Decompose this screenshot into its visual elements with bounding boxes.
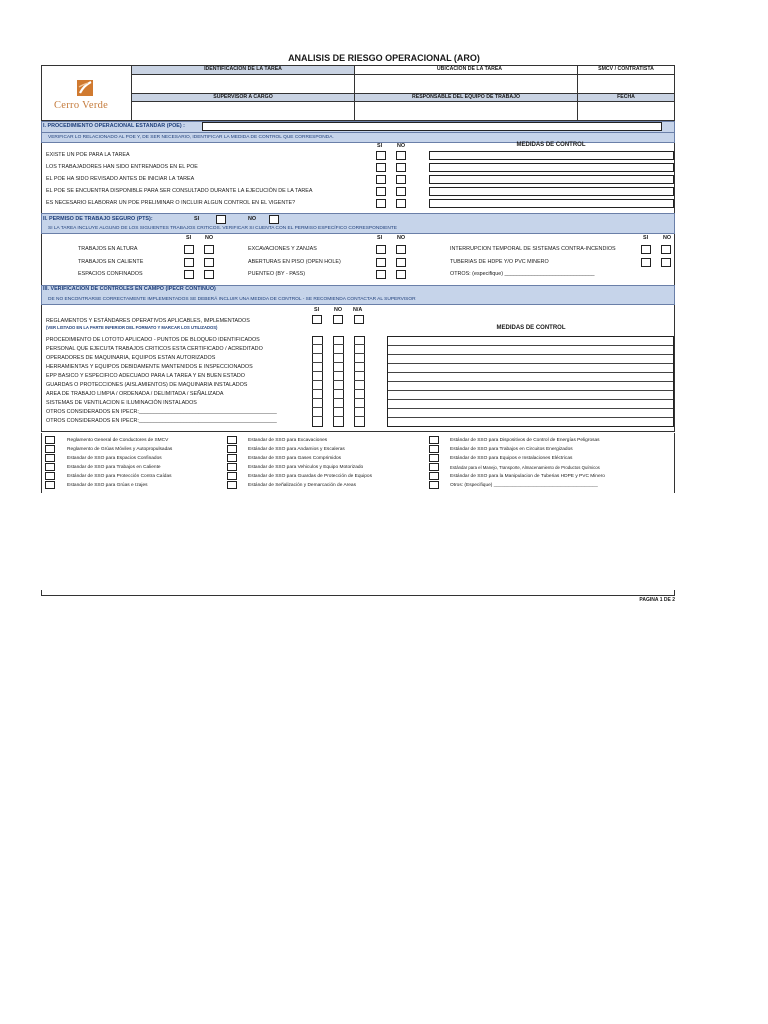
s2-si-checkbox[interactable] [184,258,194,267]
s1-medida-input[interactable] [429,151,674,160]
section2-subtitle: SI LA TAREA INCLUYE ALGUNO DE LOS SIGUIENTES TRABAJOS CRITICOS. VERIFICAR SI CUENTA CON EL PERMISO ESPECÍFICO CORRESPONDIENTE [48,226,397,231]
s2-item: ABERTURAS EN PISO (OPEN HOLE) [248,259,341,265]
s2-pts-no-checkbox[interactable] [269,215,279,224]
s1-medida-input[interactable] [429,187,674,196]
section1-subtitle: VERIFICAR LO RELACIONADO AL POE Y, DE SER NECESARIO, IDENTIFICAR LA MEDIDA DE CONTROL QUE CORRESPONDA. [48,135,334,140]
s1-no-checkbox[interactable] [396,199,406,208]
s1-si-checkbox[interactable] [376,187,386,196]
std-item: Estandar de SSO para Espacios Confinados [67,456,162,461]
s1-item: EXISTE UN POE PARA LA TAREA [46,152,130,158]
std-item: Estándar de SSO para Dispositivos de Control de Energías Peligrosas [450,438,600,443]
s2-item: TRABAJOS EN ALTURA [78,246,138,252]
s2-col1-si-label: SI [186,235,192,241]
s2-si-checkbox[interactable] [376,270,386,279]
std-checkbox[interactable] [45,454,55,462]
s2-si-checkbox[interactable] [641,245,651,254]
std-item: Estándar de SSO para Equipos e Instalaciones Eléctricas [450,456,573,461]
s3-na-column[interactable] [354,336,365,427]
s1-item: LOS TRABAJADORES HAN SIDO ENTRENADOS EN EL POE [46,164,198,170]
page-title: ANALISIS DE RIESGO OPERACIONAL (ARO) [288,53,480,63]
s3-item: GUARDAS O PROTECCIONES (AISLAMIENTOS) DE MAQUINARIA INSTALADOS [46,382,248,388]
std-checkbox[interactable] [227,481,237,489]
std-item: Estandar de SSO para Guardas de Protección de Equipos [248,474,372,479]
s3-medidas-area[interactable] [387,336,674,427]
std-item: Estándar de SSO para Andamios y Escaleras [248,447,345,452]
s2-si-checkbox[interactable] [376,258,386,267]
s3-si-label: SI [314,307,320,313]
s1-no-checkbox[interactable] [396,175,406,184]
footer-rule [41,590,675,596]
s3-item: PERSONAL QUE EJECUTA TRABAJOS CRITICOS ESTA CERTIFICADO / ACREDITADO [46,346,263,352]
ubicacion-header: UBICACION DE LA TAREA [436,66,503,72]
std-item: Estándar de SSO para Protección Contra Caídas [67,474,172,479]
identificacion-header: IDENTIFICACION DE LA TAREA [132,66,354,74]
s3-item: OTROS CONSIDERADOS EN IPECR:______________________________________________ [46,409,277,415]
supervisor-header: SUPERVISOR A CARGO [132,94,354,101]
std-item: Estándar de SSO para Trabajos en Circuitos Energizados [450,447,573,452]
s2-no-checkbox[interactable] [661,245,671,254]
s2-si-checkbox[interactable] [641,258,651,267]
std-item: Estándar de SSO para la Manipulacion de Tuberias HDPE y PVC Minero [450,474,605,479]
fecha-field[interactable] [578,102,674,120]
s1-si-checkbox[interactable] [376,163,386,172]
s1-medida-input[interactable] [429,199,674,208]
s2-si-checkbox[interactable] [376,245,386,254]
s2-item: ESPACIOS CONFINADOS [78,271,143,277]
section2-title: II. PERMISO DE TRABAJO SEGURO (PTS): [43,216,153,222]
cerro-verde-logo-icon [74,78,96,98]
s2-item: OTROS: (especifique) ______________________________ [450,271,595,277]
s2-col1-no-label: NO [205,235,214,241]
s3-no-label: NO [334,307,343,313]
s2-no-label: NO [248,216,257,222]
s3-na-label: N/A [353,307,363,313]
fecha-header: FECHA [578,94,674,101]
s1-no-label: NO [397,143,406,149]
std-checkbox[interactable] [45,436,55,444]
s1-si-checkbox[interactable] [376,151,386,160]
section3-subtitle: DE NO ENCONTRARSE CORRECTAMENTE IMPLEMENTADOS SE DEBERÁ INCLUIR UNA MEDIDA DE CONTROL - SE RECOMIENDA CONTACTAR AL SUPERVISOR [48,297,416,302]
s1-no-checkbox[interactable] [396,151,406,160]
s1-si-label: SI [377,143,383,149]
std-checkbox[interactable] [227,463,237,471]
std-item: Estandar de SSO para Vehiculos y Equipo Motorizado [248,465,364,470]
s2-col2-no-label: NO [397,235,406,241]
std-checkbox[interactable] [227,472,237,480]
responsable-field[interactable] [355,102,577,120]
s2-no-checkbox[interactable] [396,270,406,279]
s2-si-checkbox[interactable] [184,270,194,279]
supervisor-field[interactable] [132,102,354,120]
s2-no-checkbox[interactable] [661,258,671,267]
std-item: Estándar para el Manejo, Transporte, Almacenamiento de Productos Químicos [450,465,600,470]
s3-reglamentos-si-checkbox[interactable] [312,315,322,324]
smcv-header: SMCV / CONTRATISTA [598,66,654,72]
s1-si-checkbox[interactable] [376,175,386,184]
s3-item: PROCEDIMIENTO DE LOTOTO APLICADO - PUNTOS DE BLOQUEO IDENTIFICADOS [46,337,260,343]
s3-item: OPERADORES DE MAQUINARIA, EQUIPOS ESTAN AUTORIZADOS [46,355,216,361]
std-checkbox[interactable] [429,445,439,453]
header-table [41,65,675,121]
std-checkbox[interactable] [429,472,439,480]
std-checkbox[interactable] [429,454,439,462]
s3-reglamentos-na-checkbox[interactable] [354,315,364,324]
s2-no-checkbox[interactable] [204,245,214,254]
s3-no-column[interactable] [333,336,344,427]
section3-title: III. VERIFICACION DE CONTROLES EN CAMPO (IPECR CONTINUO) [43,286,216,292]
s2-si-checkbox[interactable] [184,245,194,254]
ubicacion-field[interactable] [355,75,577,93]
s3-item: OTROS CONSIDERADOS EN IPECR:______________________________________________ [46,418,277,424]
s2-item: TRABAJOS EN CALIENTE [78,259,144,265]
s3-item: EPP BASICO Y ESPECIFICO ADECUADO PARA LA TAREA Y EN BUEN ESTADO [46,373,245,379]
s2-item: EXCAVACIONES Y ZANJAS [248,246,317,252]
s3-item: SISTEMAS DE VENTILACION E ILUMINACIÓN INSTALADOS [46,400,197,406]
s2-no-checkbox[interactable] [396,258,406,267]
s2-no-checkbox[interactable] [204,258,214,267]
s3-reglamentos: REGLAMENTOS Y ESTÁNDARES OPERATIVOS APLICABLES, IMPLEMENTADOS [46,318,250,324]
s3-si-column[interactable] [312,336,323,427]
s1-item: EL POE HA SIDO REVISADO ANTES DE INICIAR LA TAREA [46,176,195,182]
s1-item: EL POE SE ENCUENTRA DISPONIBLE PARA SER CONSULTADO DURANTE LA EJECUCIÓN DE LA TAREA [46,188,313,194]
s2-col3-si-label: SI [643,235,649,241]
page-number: PAGINA 1 DE 2 [639,597,675,603]
s2-item: TUBERIAS DE HDPE Y/O PVC MINERO [450,259,549,265]
s1-medidas-label: MEDIDAS DE CONTROL [516,142,586,148]
brand-name: Cerro Verde [54,100,109,111]
s1-medida-input[interactable] [429,175,674,184]
s1-no-checkbox[interactable] [396,163,406,172]
std-checkbox[interactable] [45,463,55,471]
std-item: Reglamento de Grúas Móviles y Autopropulsadas [67,447,173,452]
std-checkbox[interactable] [227,454,237,462]
s2-no-checkbox[interactable] [204,270,214,279]
smcv-field[interactable] [578,75,674,93]
std-checkbox[interactable] [429,463,439,471]
std-item: Estandar de SSO para Excavaciones [248,438,328,443]
std-item: Estandar de SSO para Gases Comprimidos [248,456,342,461]
std-checkbox[interactable] [227,436,237,444]
std-checkbox[interactable] [429,436,439,444]
std-item: Estandar de SSO para Trabajos en Caliente [67,465,161,470]
std-checkbox[interactable] [45,481,55,489]
s1-item: ES NECESARIO ELABORAR UN POE PRELIMINAR O INCLUIR ALGUN CONTROL EN EL VIGENTE? [46,200,296,206]
s2-col2-si-label: SI [377,235,383,241]
std-checkbox[interactable] [45,472,55,480]
s2-si-label: SI [194,216,200,222]
section1-title: I. PROCEDIMIENTO OPERACIONAL ESTANDAR (POE) : [43,123,185,129]
std-item: Estándar de Señalización y Demarcación de Areas [248,483,356,488]
s1-si-checkbox[interactable] [376,199,386,208]
std-item: Estandar de SSO para Grúas e Izajes [67,483,148,488]
identificacion-field[interactable] [132,75,354,93]
s3-item: AREA DE TRABAJO LIMPIA / ORDENADA / DELIMITADA / SEÑALIZADA [46,391,224,397]
s3-reglamentos-no-checkbox[interactable] [333,315,343,324]
std-checkbox[interactable] [45,445,55,453]
s3-medidas-label: MEDIDAS DE CONTROL [496,325,566,331]
std-item: Otros: (Especifique) _______________________________________ [450,483,598,488]
s2-pts-si-checkbox[interactable] [216,215,226,224]
s3-reglamentos-note: (VER LISTADO EN LA PARTE INFERIOR DEL FORMATO Y MARCAR LOS UTILIZADOS) [46,325,218,330]
s2-item: PUENTEO (BY - PASS) [248,271,306,277]
responsable-header: RESPONSABLE DEL EQUIPO DE TRABAJO [355,94,577,101]
s3-item: HERRAMIENTAS Y EQUIPOS DEBIDAMENTE MANTENIDOS E INSPECCIONADOS [46,364,253,370]
std-checkbox[interactable] [429,481,439,489]
poe-name-input[interactable] [202,122,662,131]
s2-no-checkbox[interactable] [396,245,406,254]
s2-col3-no-label: NO [663,235,672,241]
s2-item: INTERRUPCION TEMPORAL DE SISTEMAS CONTRA-INCENDIOS [450,246,616,252]
s1-medida-input[interactable] [429,163,674,172]
std-item: Reglamento General de Conductores de SMCV [67,438,169,443]
s1-no-checkbox[interactable] [396,187,406,196]
std-checkbox[interactable] [227,445,237,453]
